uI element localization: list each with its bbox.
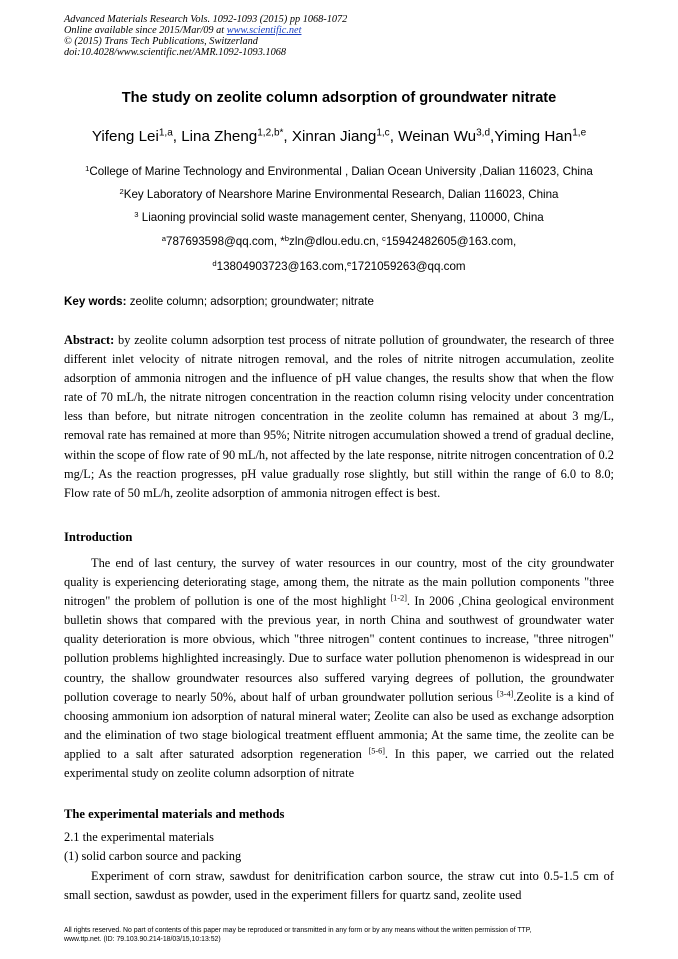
affiliation-2: $^2$Key Laboratory of Nearshore Marine Environmental Research, Dalian 116023, China [119,186,559,201]
subsection-heading: (1) solid carbon source and packing [64,849,242,863]
author-name: Yifeng Lei [91,128,159,145]
subsection-heading: 2.1 the experimental materials [64,830,215,844]
author-list: Yifeng Lei$^{1,a}$, Lina Zheng$^{1,2,b*}$, Xinran Jiang$^{1,c}$, Weinan Wu$^{3,d}$,Yiming Han$^{1,e}$ [91,127,587,145]
online-availability: Online available since 2015/Mar/09 at www.scientific.net [64,25,302,36]
author-name: Xinran Jiang [291,128,377,145]
citation-ref: [3-4] [496,689,514,699]
section-heading-introduction: Introduction [64,530,133,544]
abstract-text: by zeolite column adsorption test process of nitrate pollution of groundwater, the research of three different inlet velocity of nitrate nitrogen removal, and the roles of nitrite nitrogen accumulation, zeolite adsorption of ammonia nitrogen and the influence of pH value changes, the results show that when the flow rate of 70 mL/h, the nitrate nitrogen concentration in the reaction column rising velocity under concentration less than before, but nitrate nitrogen concentration in the zeolite column has remained at about 3 mg/L, removal rate has remained at more than 95%; Nitrite nitrogen accumulation showed a trend of gradual decline, within the scope of flow rate of 90 mL/h, not affected by the late response, nitrite nitrogen concentration of 0.2 mg/L; As the reaction progresses, pH value gradually rose slightly, but still within the range of 6.0 to 8.0; Flow rate of 50 mL/h, zeolite adsorption of ammonia nitrogen effect is best. [64,333,614,500]
page-footer [64,926,624,944]
author-affiliation-mark: 1,c [376,127,390,139]
doi-line: doi:10.4028/www.scientific.net/AMR.1092-1093.1068 [64,47,287,58]
author-emails-line-2: $^d$13804903723@163.com,$^e$1721059263@qq.com [212,258,466,273]
affiliation-3: $^3$ Liaoning provincial solid waste management center, Shenyang, 110000, China [134,209,544,224]
author-affiliation-mark: 1,e [572,127,587,139]
author-name: Yiming Han [494,128,573,145]
author-affiliation-mark: 1,a [158,127,173,139]
abstract [64,331,614,503]
journal-citation: Advanced Materials Research Vols. 1092-1093 (2015) pp 1068-1072 [64,14,348,25]
copyright-line: © (2015) Trans Tech Publications, Switzerland [64,36,258,47]
citation-ref: [1-2] [390,593,407,603]
introduction-paragraph: The end of last century, the survey of water resources in our country, most of the city groundwater quality is experiencing deteriorating stage, among them, the nitrate as the main pollution components "three nitrogen" the problem of pollution is one of the most highlight [1-2]. In 2006 ,China geological environment bulletin shows that compared with the previous year, in north China and southwest of groundwater water quality deterioration is more obvious, which "three nitrogen" content continues to increase, "three nitrogen" pollution problems highlighted increasingly. Due to surface water pollution phenomenon is widespread in our country, the shallow groundwater resources also suffered varying degrees of pollution, the groundwater pollution coverage to nearly 50%, about half of urban groundwater pollution serious [3-4].Zeolite is a kind of choosing ammonium ion adsorption of natural mineral water; Zeolite can also be used as exchange adsorption and the elimination of two stage biological treatment effluent ammonia; At the same time, the zeolite can be applied to a salt after saturated adsorption regeneration [5-6]. In this paper, we carried out the related experimental study on zeolite column adsorption of nitrate [64,556,614,781]
affiliation-1: $^1$College of Marine Technology and Environmental , Dalian Ocean University ,Dalian 116023, China [85,163,593,178]
author-emails-line-1: $^a$787693598@qq.com, *$^b$zln@dlou.edu.cn, $^c$15942482605@163.com, [161,233,517,248]
download-id: www.ttp.net. (ID: 79.103.90.214-18/03/15,10:13:52) [64,936,221,943]
abstract-label: Abstract: [64,333,115,347]
keywords-label: Key words: [64,295,127,308]
author-name: Weinan Wu [398,128,477,145]
author-affiliation-mark: 1,2,b* [257,127,284,139]
section-heading-methods: The experimental materials and methods [64,807,285,821]
paper-title: The study on zeolite column adsorption of groundwater nitrate [121,90,557,106]
keywords-text: zeolite column; adsorption; groundwater; nitrate [126,295,374,308]
author-name: Lina Zheng [181,128,258,145]
keywords [64,295,374,308]
journal-header [64,14,347,58]
rights-notice: All rights reserved. No part of contents of this paper may be reproduced or transmitted in any form or by any means without the written permission of TTP, [64,927,532,934]
citation-ref: [5-6] [368,746,385,756]
methods-paragraph: Experiment of corn straw, sawdust for denitrification carbon source, the straw cut into 0.5-1.5 cm of small section, sawdust as powder, used in the experiment fillers for quartz sand, zeolite used [64,869,614,903]
publisher-link[interactable]: www.scientific.net [226,25,302,36]
author-affiliation-mark: 3,d [476,127,491,139]
